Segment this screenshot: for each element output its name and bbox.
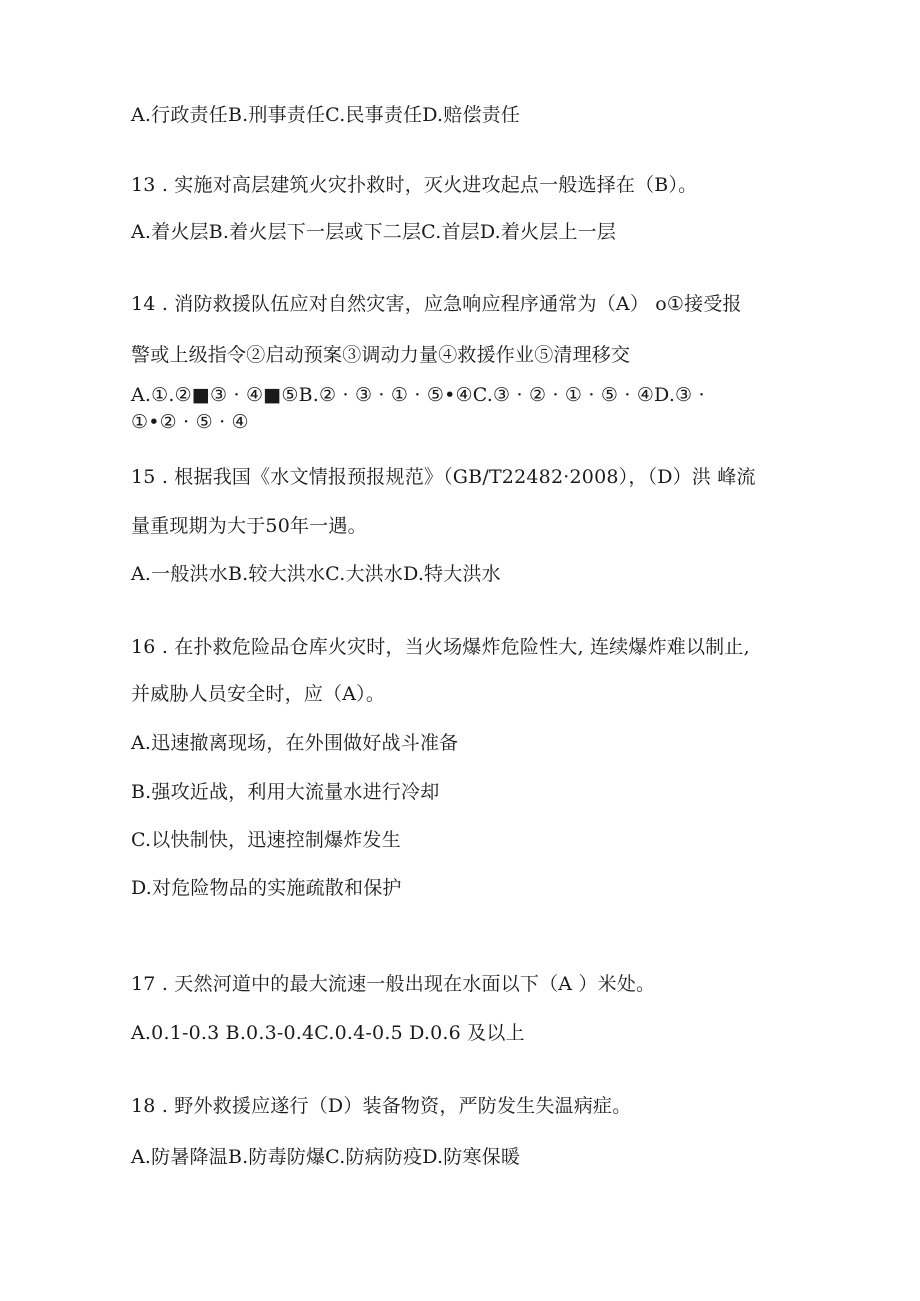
- question-16-line-2: 并威胁人员安全时，应（A）。: [131, 683, 386, 705]
- answer-options-17: A.0.1-0.3 B.0.3-0.4C.0.4-0.5 D.0.6 及以上: [131, 1022, 525, 1044]
- answer-options-13: A.着火层B.着火层下一层或下二层C.首层D.着火层上一层: [131, 221, 617, 243]
- question-14-line-1: 14 . 消防救援队伍应对自然灾害，应急响应程序通常为（A） o①接受报: [131, 293, 742, 315]
- question-16-line-1: 16 . 在扑救危险品仓库火灾时，当火场爆炸危险性大, 连续爆炸难以制止,: [131, 636, 750, 658]
- answer-option-16-b: B.强攻近战，利用大流量水进行冷却: [131, 781, 440, 803]
- answer-options-14-line-1: A.①.②■③ · ④■⑤B.② · ③ · ① · ⑤•④C.③ · ② · ① · ⑤ · ④D.③ ·: [131, 384, 705, 406]
- answer-option-16-d: D.对危险物品的实施疏散和保护: [131, 877, 402, 899]
- answer-option-16-c: C.以快制快，迅速控制爆炸发生: [131, 829, 401, 851]
- question-15-line-1: 15 . 根据我国《水文情报预报规范》（GB/T22482·2008），（D）洪 峰流: [131, 466, 756, 488]
- answer-option-16-a: A.迅速撤离现场，在外围做好战斗准备: [131, 732, 459, 754]
- answer-options-15: A.一般洪水B.较大洪水C.大洪水D.特大洪水: [131, 563, 501, 585]
- question-13: 13 . 实施对高层建筑火灾扑救时，灭火进攻起点一般选择在（B）。: [131, 174, 698, 196]
- answer-options-12: A.行政责任B.刑事责任C.民事责任D.赔偿责任: [131, 104, 521, 126]
- question-18: 18 . 野外救援应遂行（D）装备物资，严防发生失温病症。: [131, 1095, 632, 1117]
- answer-options-14-line-2: ①•② · ⑤ · ④: [131, 411, 249, 433]
- question-17: 17 . 天然河道中的最大流速一般出现在水面以下（A ）米处。: [131, 973, 656, 995]
- question-15-line-2: 量重现期为大于50年一遇。: [131, 515, 367, 537]
- answer-options-18: A.防暑降温B.防毒防爆C.防病防疫D.防寒保暖: [131, 1146, 521, 1168]
- question-14-line-2: 警或上级指令②启动预案③调动力量④救援作业⑤清理移交: [131, 344, 631, 366]
